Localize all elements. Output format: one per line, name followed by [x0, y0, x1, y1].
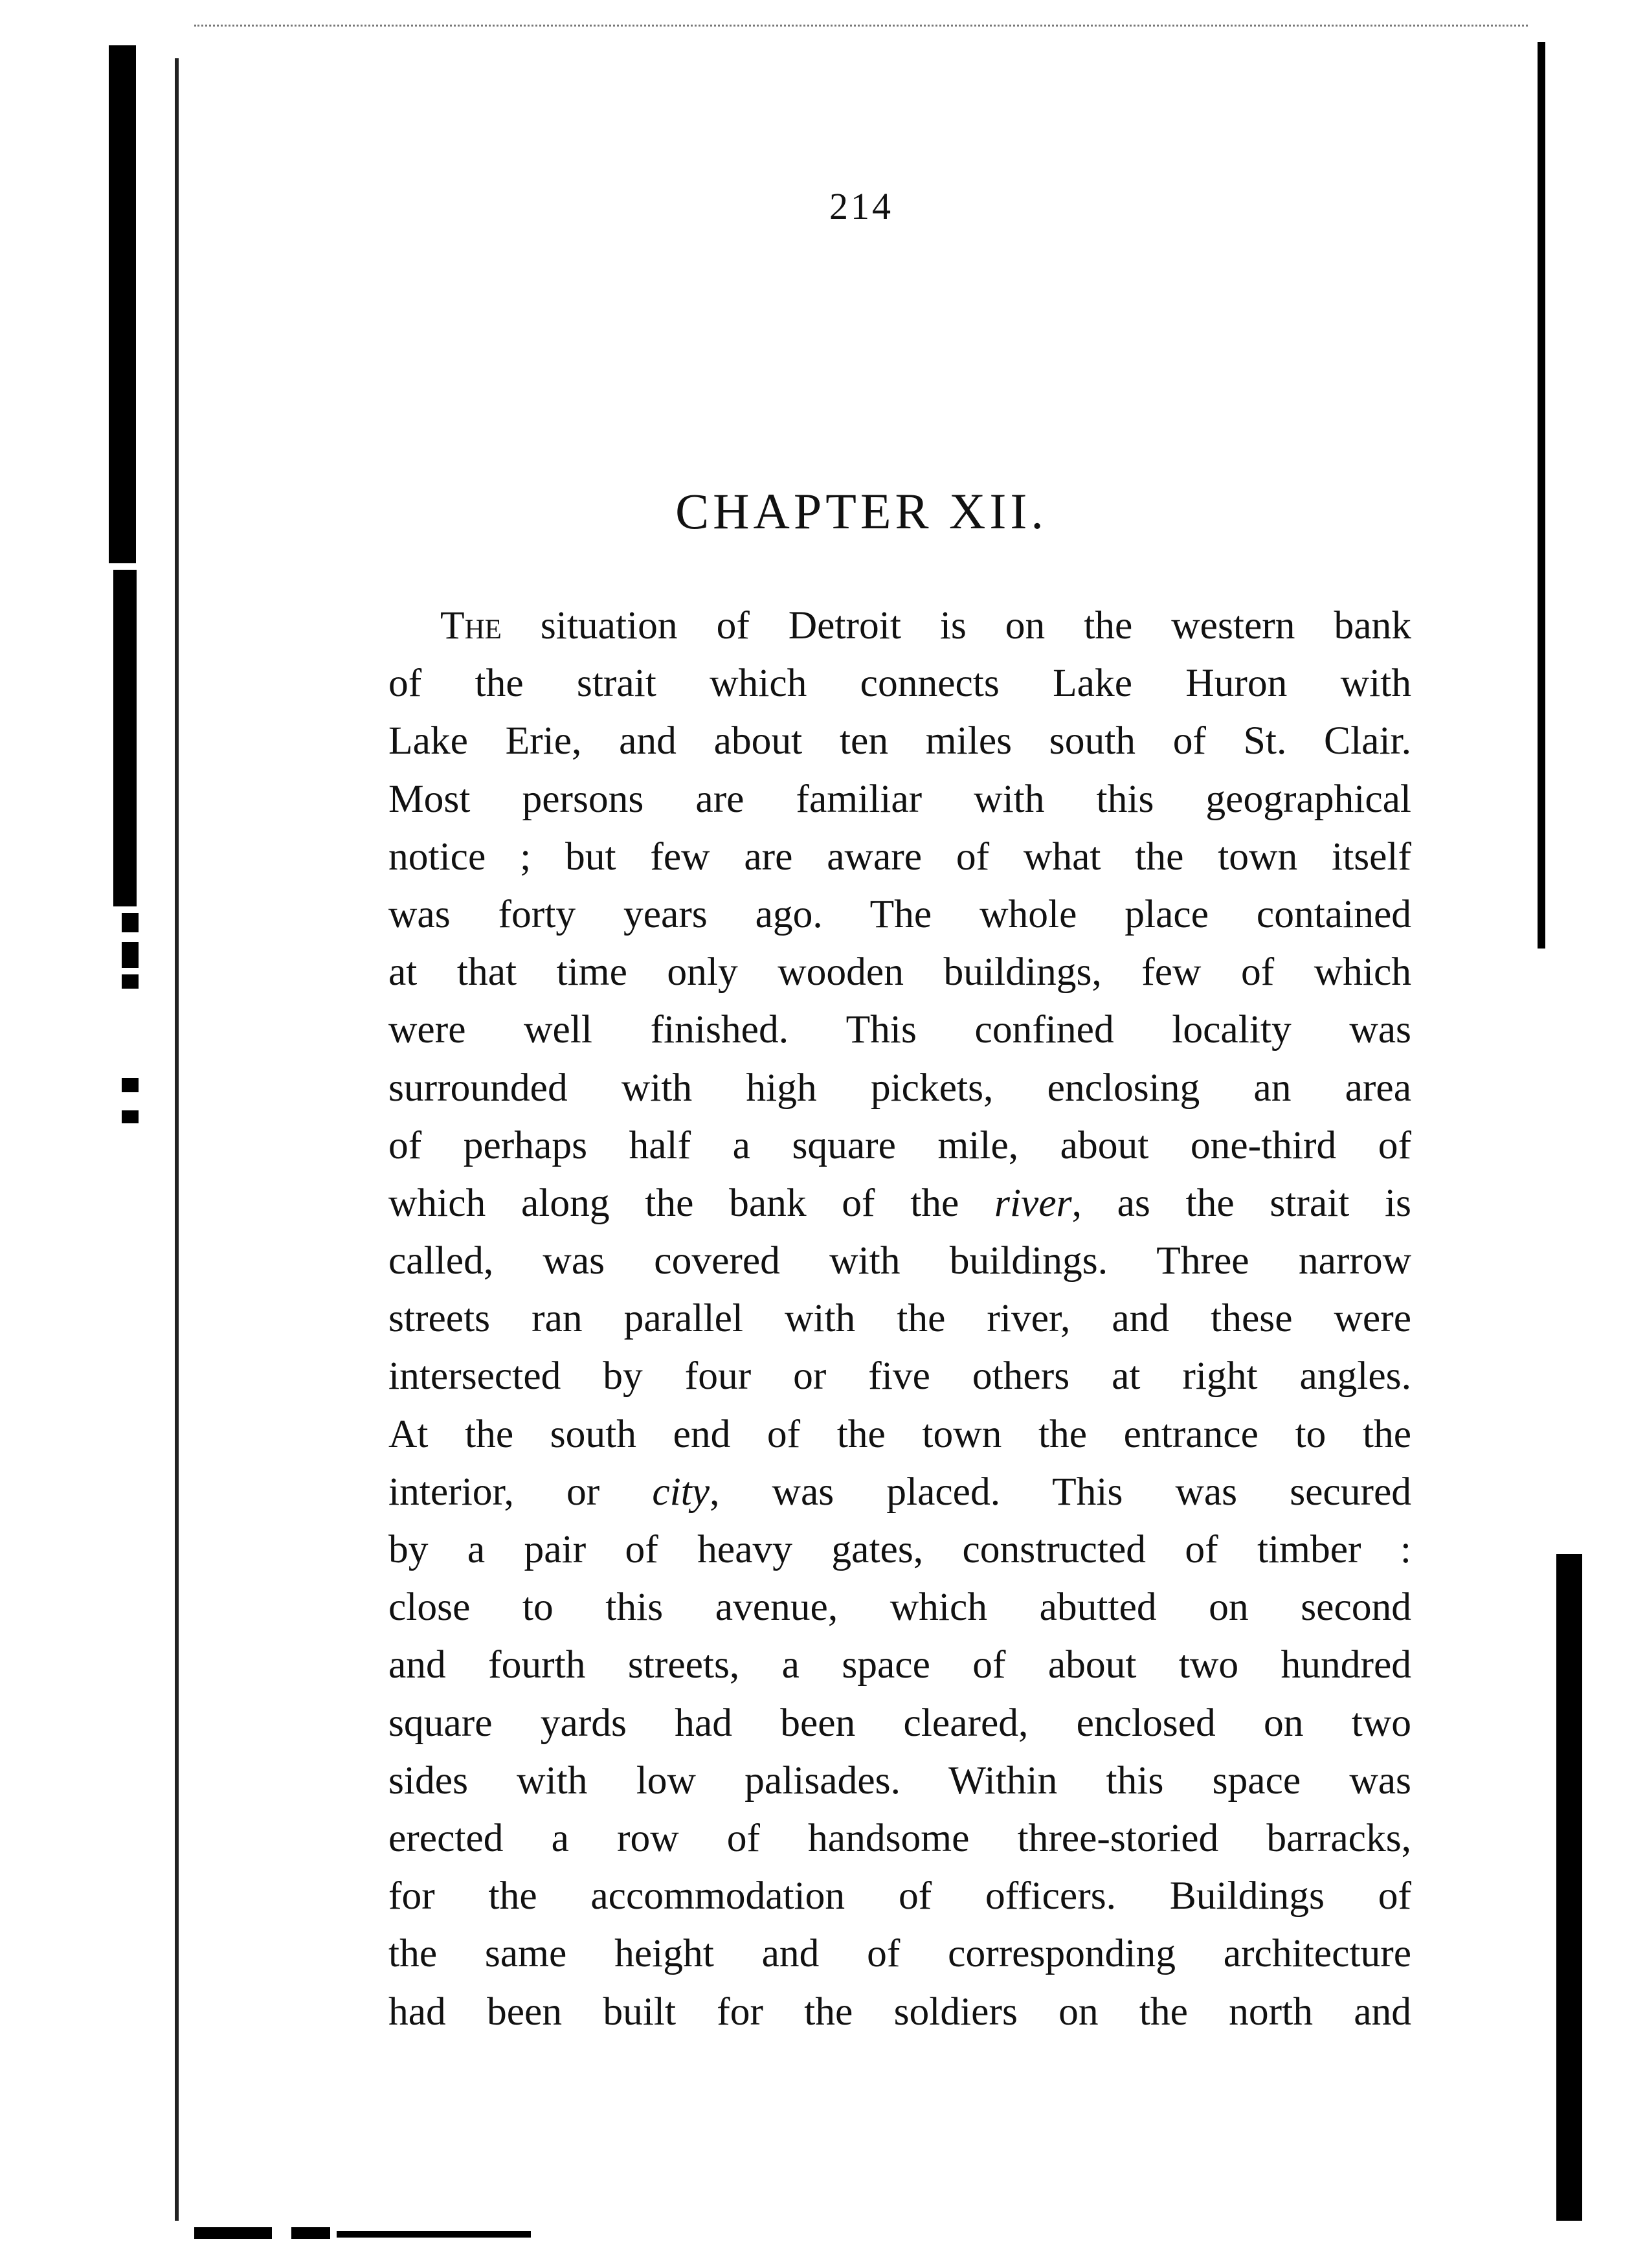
text-line: notice ; but few are aware of what the town itself: [388, 834, 1411, 879]
text-line: streets ran parallel with the river, and these were: [388, 1296, 1411, 1341]
page-number: 214: [829, 185, 893, 227]
text-line: The situation of Detroit is on the western bank: [440, 603, 1411, 647]
text-line: for the accommodation of officers. Buildings of: [388, 1874, 1411, 1918]
text-line: called, was covered with buildings. Three narrow: [388, 1239, 1411, 1283]
scan-left-mark: [122, 942, 139, 968]
text-line: sides with low palisades. Within this space was: [388, 1758, 1411, 1802]
text-line: of the strait which connects Lake Huron with: [388, 661, 1411, 706]
body-text: [388, 597, 1411, 2041]
italic-word: river: [994, 1180, 1072, 1225]
text-line: intersected by four or five others at right angles.: [388, 1354, 1411, 1398]
text-line: of perhaps half a square mile, about one-third of: [388, 1123, 1411, 1167]
text-line: surrounded with high pickets, enclosing an area: [388, 1065, 1411, 1110]
text-line: the same height and of corresponding architecture: [388, 1931, 1411, 1976]
scan-left-mark: [122, 974, 139, 989]
scan-right-edge-bar: [1556, 1554, 1582, 2221]
text-line: Lake Erie, and about ten miles south of St. Clair.: [388, 719, 1411, 763]
text-line: was forty years ago. The whole place contained: [388, 892, 1411, 936]
scan-bottom-edge: [337, 2231, 531, 2238]
text-line: Most persons are familiar with this geographical: [388, 776, 1411, 821]
text-line: at that time only wooden buildings, few of which: [388, 950, 1411, 994]
scan-left-inner-edge: [175, 58, 179, 2221]
text-line: had been built for the soldiers on the north and: [388, 1989, 1411, 2034]
text-line: interior, or city, was placed. This was secured: [388, 1469, 1411, 1514]
scan-left-edge-bar: [113, 570, 137, 906]
text-line: At the south end of the town the entrance to the: [388, 1411, 1411, 1456]
scan-left-mark: [122, 913, 139, 932]
text-line: which along the bank of the river, as the strait is: [388, 1180, 1411, 1225]
text-line: were well finished. This confined locality was: [388, 1007, 1411, 1052]
text-line: by a pair of heavy gates, constructed of timber :: [388, 1527, 1411, 1571]
text-line: erected a row of handsome three-storied barracks,: [388, 1815, 1411, 1860]
chapter-title: CHAPTER XII.: [675, 483, 1047, 539]
scan-left-mark: [122, 1078, 139, 1092]
scan-left-mark: [122, 1110, 139, 1123]
text-line: close to this avenue, which abutted on second: [388, 1585, 1411, 1630]
text-line: and fourth streets, a space of about two hundred: [388, 1643, 1411, 1687]
scan-top-edge: [194, 25, 1528, 28]
italic-word: city: [652, 1469, 710, 1514]
scan-bottom-edge: [291, 2227, 330, 2239]
lead-word: The: [440, 603, 502, 647]
scan-bottom-edge: [194, 2227, 272, 2239]
text-line: square yards had been cleared, enclosed on two: [388, 1700, 1411, 1745]
